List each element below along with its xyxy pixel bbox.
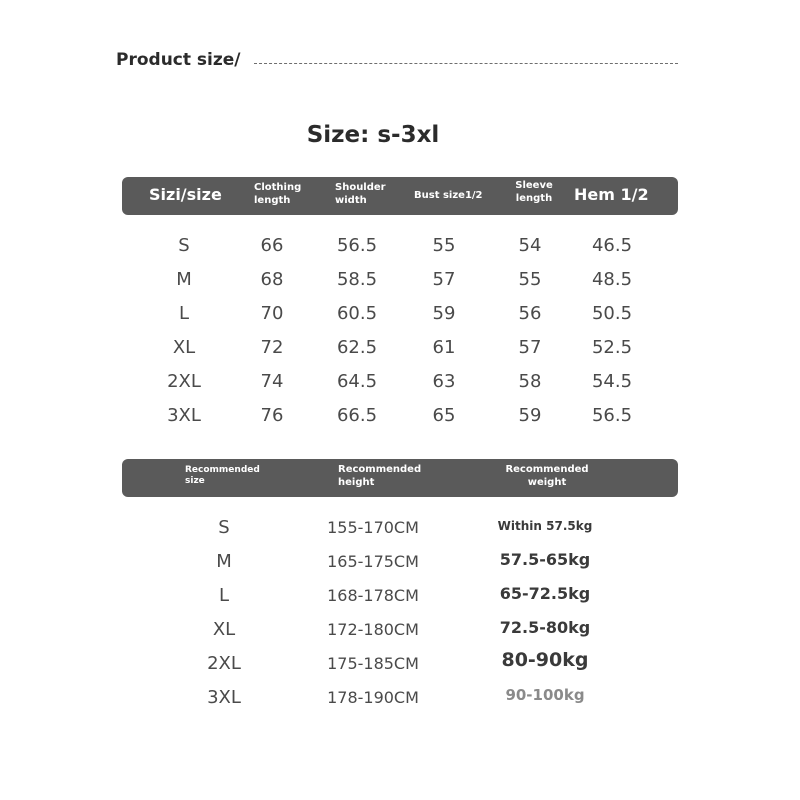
hem-cell: 56.5 — [591, 405, 633, 426]
clothing-length-cell: 74 — [260, 371, 284, 392]
sleeve-length-cell: 58 — [518, 371, 542, 392]
product-size-label: Product size/ — [116, 50, 241, 70]
recommend-height-cell: 165-175CM — [327, 552, 419, 571]
header-hem: Hem 1/2 — [574, 185, 649, 204]
bust-size-cell: 65 — [432, 405, 456, 426]
bust-size-cell: 63 — [432, 371, 456, 392]
recommend-weight-cell: 80-90kg — [501, 649, 589, 671]
recommend-size-cell: 3XL — [207, 687, 241, 708]
hem-cell: 54.5 — [591, 371, 633, 392]
recommend-size-cell: M — [216, 551, 232, 572]
recommend-size-cell: L — [218, 585, 230, 606]
sleeve-length-cell: 59 — [518, 405, 542, 426]
header-recommended-height: Recommended height — [338, 464, 422, 488]
recommend-height-cell: 178-190CM — [327, 688, 419, 707]
sleeve-length-cell: 55 — [518, 269, 542, 290]
size-cell: XL — [172, 337, 196, 358]
header-clothing-length: Clothing length — [254, 182, 302, 206]
recommend-size-cell: 2XL — [207, 653, 241, 674]
header-recommended-size: Recommended size — [185, 465, 260, 487]
size-cell: L — [178, 303, 190, 324]
recommend-height-cell: 155-170CM — [327, 518, 419, 537]
shoulder-width-cell: 56.5 — [336, 235, 378, 256]
shoulder-width-cell: 60.5 — [336, 303, 378, 324]
header-dashed-line — [254, 63, 678, 64]
header-shoulder-width: Shoulder width — [335, 182, 386, 206]
size-cell: 3XL — [167, 405, 201, 426]
recommend-size-cell: XL — [212, 619, 236, 640]
bust-size-cell: 59 — [432, 303, 456, 324]
shoulder-width-cell: 64.5 — [336, 371, 378, 392]
bust-size-cell: 55 — [432, 235, 456, 256]
bust-size-cell: 57 — [432, 269, 456, 290]
clothing-length-cell: 70 — [260, 303, 284, 324]
shoulder-width-cell: 62.5 — [336, 337, 378, 358]
header-size: Sizi/size — [149, 185, 222, 204]
recommend-weight-cell: Within 57.5kg — [497, 519, 593, 533]
size-range-title: Size: s-3xl — [306, 122, 440, 148]
shoulder-width-cell: 66.5 — [336, 405, 378, 426]
clothing-length-cell: 72 — [260, 337, 284, 358]
clothing-length-cell: 68 — [260, 269, 284, 290]
size-cell: 2XL — [167, 371, 201, 392]
recommend-height-cell: 175-185CM — [327, 654, 419, 673]
size-cell: M — [176, 269, 192, 290]
shoulder-width-cell: 58.5 — [336, 269, 378, 290]
recommend-size-cell: S — [218, 517, 230, 538]
recommend-weight-cell: 90-100kg — [505, 686, 585, 704]
clothing-length-cell: 76 — [260, 405, 284, 426]
header-sleeve-length: Sleeve length — [515, 180, 553, 204]
recommend-height-cell: 172-180CM — [327, 620, 419, 639]
hem-cell: 46.5 — [591, 235, 633, 256]
recommend-height-cell: 168-178CM — [327, 586, 419, 605]
header-bust-size: Bust size1/2 — [414, 190, 483, 201]
sleeve-length-cell: 57 — [518, 337, 542, 358]
recommend-weight-cell: 57.5-65kg — [499, 550, 591, 569]
header-recommended-weight: Recommended weight — [505, 464, 589, 488]
size-cell: S — [178, 235, 190, 256]
hem-cell: 52.5 — [591, 337, 633, 358]
bust-size-cell: 61 — [432, 337, 456, 358]
sleeve-length-cell: 56 — [518, 303, 542, 324]
sleeve-length-cell: 54 — [518, 235, 542, 256]
clothing-length-cell: 66 — [260, 235, 284, 256]
hem-cell: 50.5 — [591, 303, 633, 324]
hem-cell: 48.5 — [591, 269, 633, 290]
recommend-weight-cell: 65-72.5kg — [499, 584, 591, 603]
recommend-weight-cell: 72.5-80kg — [499, 618, 591, 637]
